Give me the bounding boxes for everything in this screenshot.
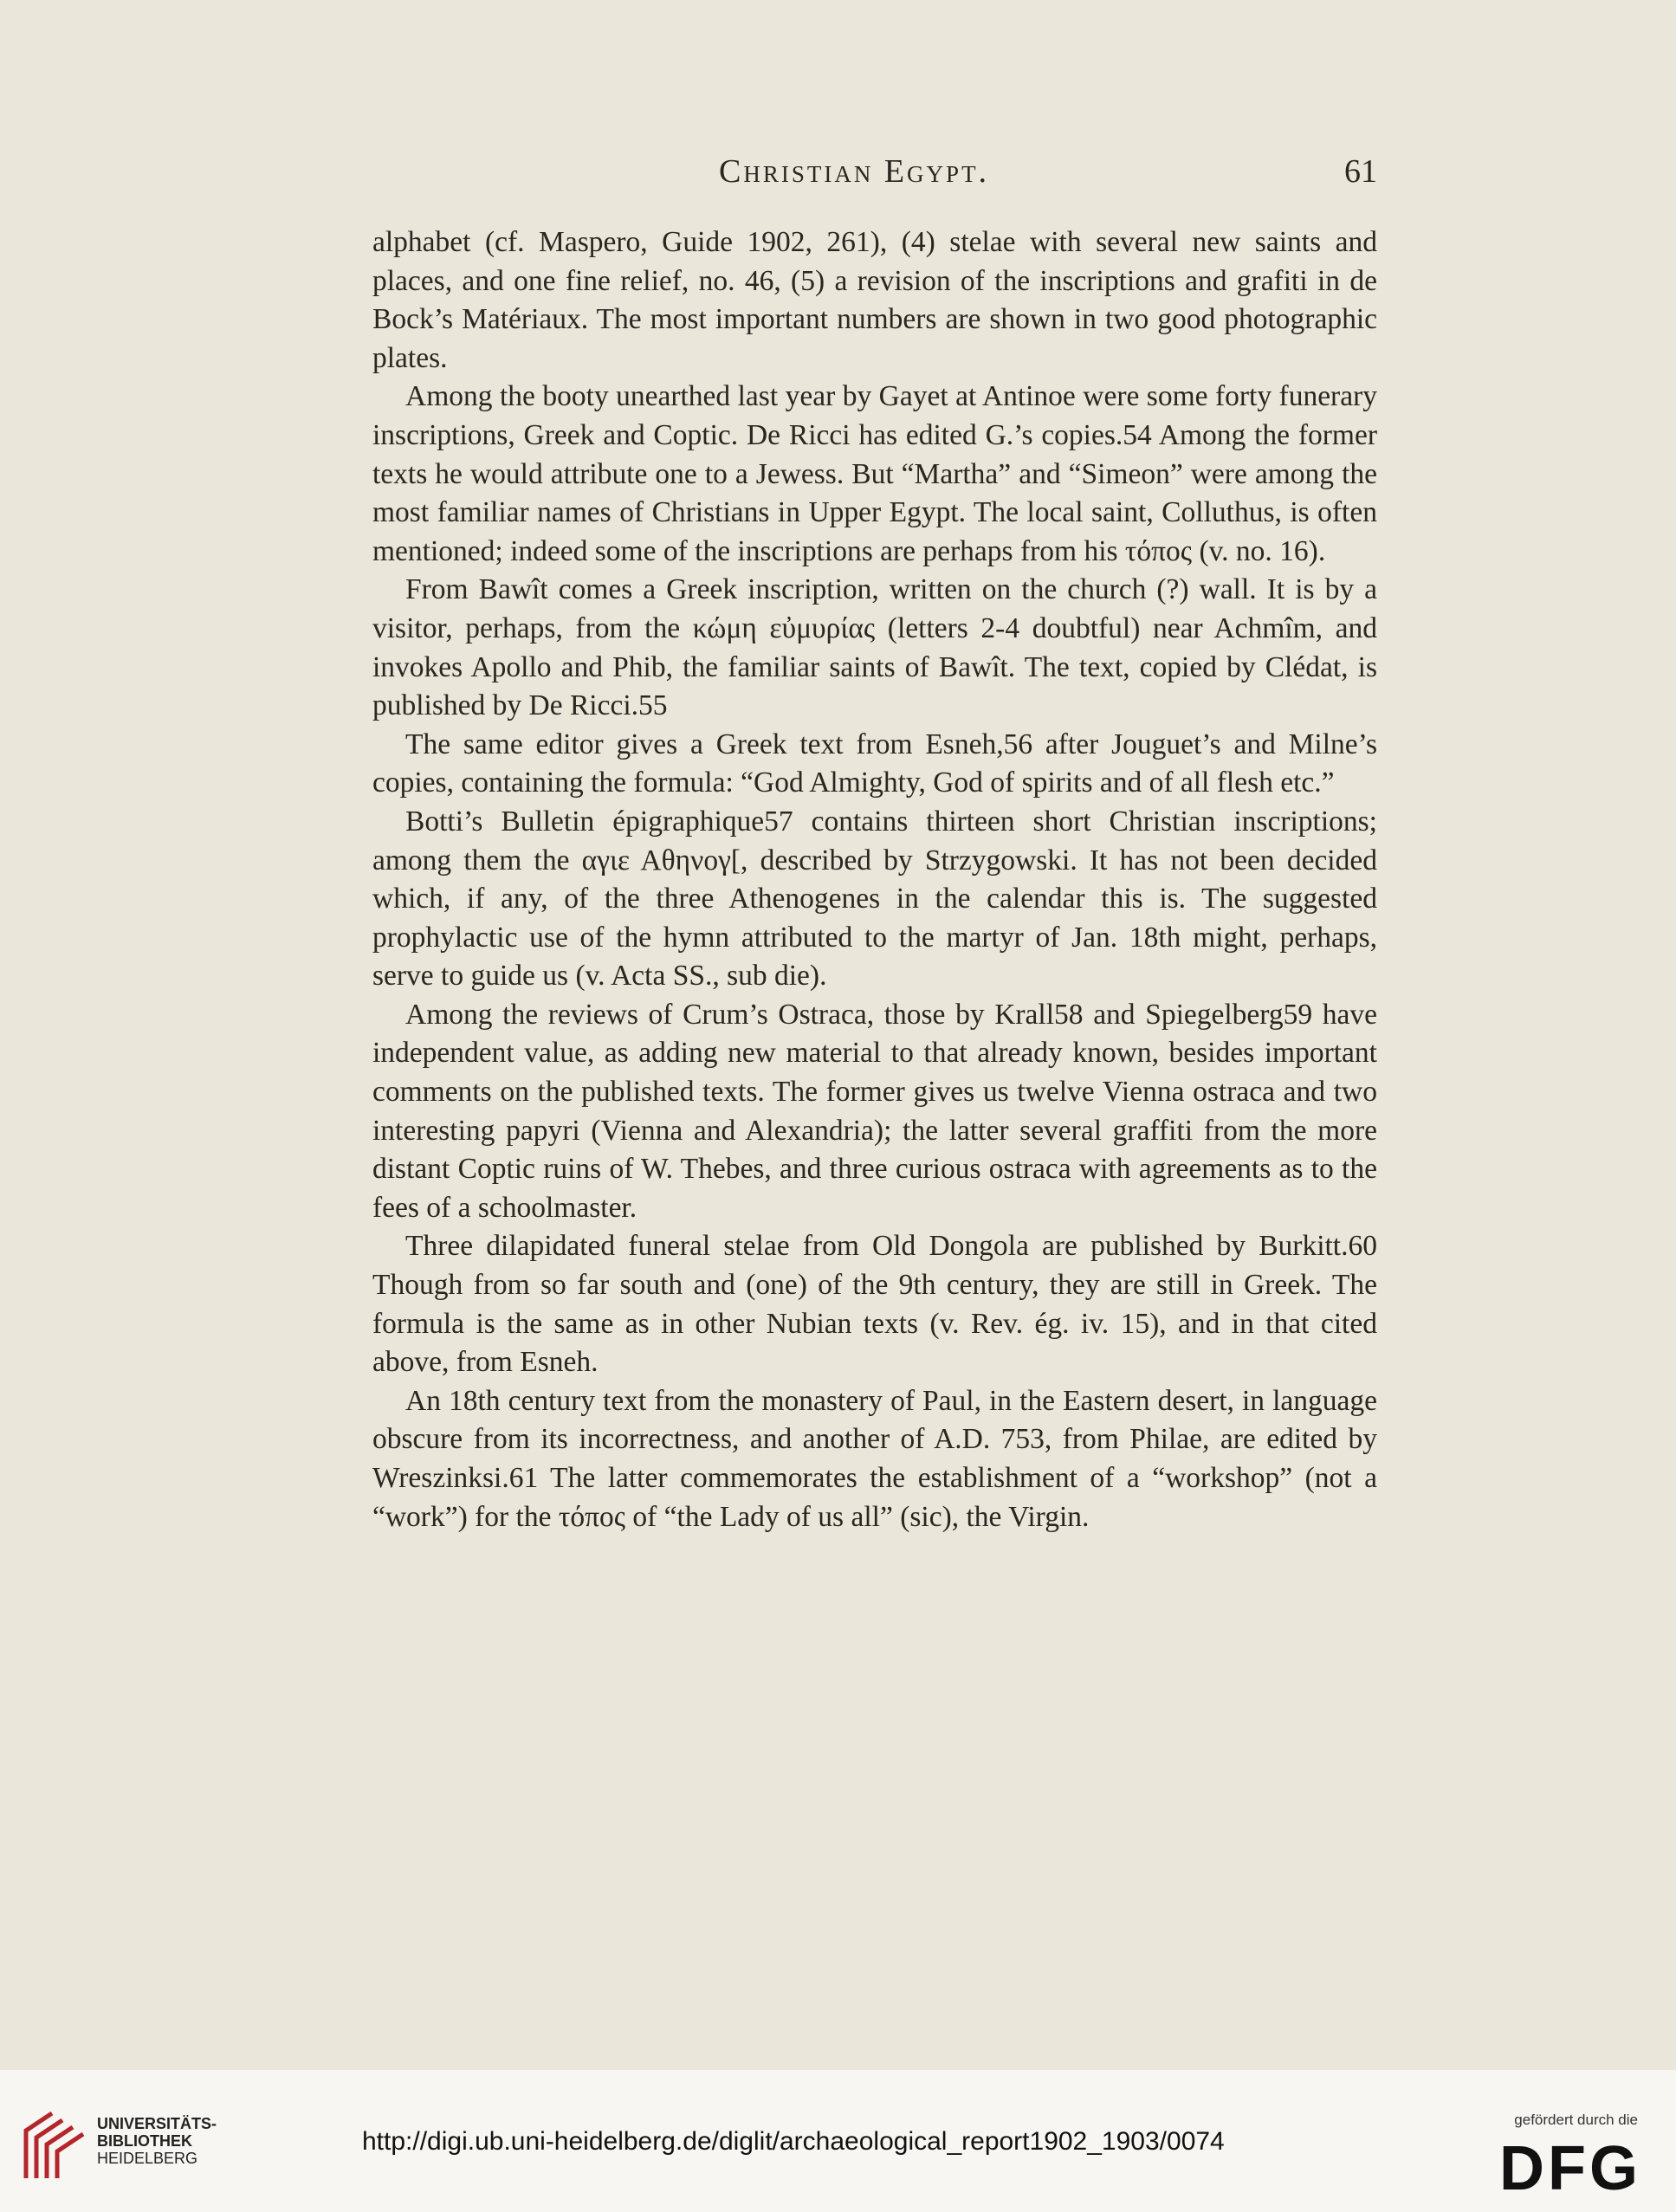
library-line: HEIDELBERG <box>97 2150 198 2167</box>
paragraph: alphabet (cf. Maspero, Guide 1902, 261), (4) stelae with several new saints and places, and one fine relief, no. 46, (5) a revision of the inscriptions and grafiti in de Bock’s Matériaux. The most important numbers are shown in two good photographic plates. <box>372 226 1377 374</box>
funding-note: gefördert durch die <box>1514 2112 1638 2128</box>
viewer-footer <box>0 2070 1676 2212</box>
permalink[interactable]: http://digi.ub.uni-heidelberg.de/diglit/archaeological_report1902_1903/0074 <box>362 2127 1225 2156</box>
running-title: Christian Egypt. <box>719 153 990 190</box>
paragraph: Botti’s Bulletin épigraphique57 contains thirteen short Christian inscriptions; among them the αγιε Αθηνογ[, described by Strzygowski. It has not been decided which, if any, of the three Athenogenes in the calendar this is. The suggested prophylactic use of the hymn attributed to the martyr of Jan. 18th might, perhaps, serve to guide us (v. Acta SS., sub die). <box>372 805 1377 993</box>
dfg-logo-icon[interactable]: DFG <box>1499 2134 1641 2203</box>
paragraph: Three dilapidated funeral stelae from Old Dongola are published by Burkitt.60 Though from so far south and (one) of the 9th century, they are still in Greek. The formula is the same as in other Nubian texts (v. Rev. ég. iv. 15), and in that cited above, from Esneh. <box>372 1230 1377 1379</box>
library-line: BIBLIOTHEK <box>97 2132 192 2150</box>
paragraph: From Bawît comes a Greek inscription, written on the church (?) wall. It is by a visitor, perhaps, from the κώμη εὐμυρίας (letters 2-4 doubtful) near Achmîm, and invokes Apollo and Phib, the familiar saints of Bawît. The text, copied by Clédat, is published by De Ricci.55 <box>372 573 1377 722</box>
paragraph: The same editor gives a Greek text from Esneh,56 after Jouguet’s and Milne’s copies, containing the formula: “God Almighty, God of spirits and of all flesh etc.” <box>372 728 1377 799</box>
paragraph: An 18th century text from the monastery of Paul, in the Eastern desert, in language obscure from its incorrectness, and another of A.D. 753, from Philae, are edited by Wreszinksi.61 The latter commemorates the establishment of a “workshop” (not a “work”) for the τόπος of “the Lady of us all” (sic), the Virgin. <box>372 1384 1377 1533</box>
paragraph: Among the reviews of Crum’s Ostraca, those by Krall58 and Spiegelberg59 have independent value, as adding new material to that already known, besides important comments on the published texts. The former gives us twelve Vienna ostraca and two interesting papyri (Vienna and Alexandria); the latter several graffiti from the more distant Coptic ruins of W. Thebes, and three curious ostraca with agreements as to the fees of a schoolmaster. <box>372 998 1377 1224</box>
library-name <box>97 2115 217 2167</box>
page-header <box>372 152 1377 204</box>
library-line: UNIVERSITÄTS- <box>97 2115 217 2132</box>
paragraph: Among the booty unearthed last year by Gayet at Antinoe were some forty funerary inscriptions, Greek and Coptic. De Ricci has edited G.’s copies.54 Among the former texts he would attribute one to a Jewess. But “Martha” and “Simeon” were among the most familiar names of Christians in Upper Egypt. The local saint, Colluthus, is often mentioned; indeed some of the inscriptions are perhaps from his τόπος (v. no. 16). <box>372 380 1377 567</box>
page-number: 61 <box>1344 153 1377 190</box>
ub-heidelberg-logo-icon[interactable] <box>17 2105 87 2183</box>
body-text <box>372 223 1377 1536</box>
